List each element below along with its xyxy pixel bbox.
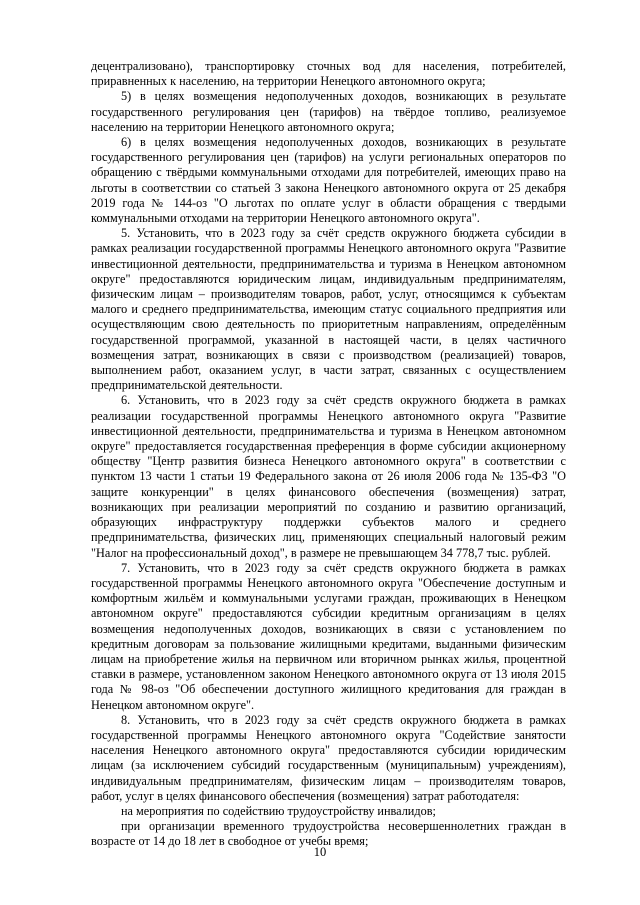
page-number: 10 [313,845,327,859]
paragraph-list-item: при организации временного трудоустройства несовершеннолетних граждан в возрасте от 14 до 18 лет в свободное от учебы время; [91,819,566,849]
paragraph-part-5: 5. Установить, что в 2023 году за счёт средств окружного бюджета субсидии в рамках реализации государственной программы Ненецкого автономного округа "Развитие инвестиционной деятельности, предпринимательства и туризма в Ненецком автономном округе" предоставляются юридическим лицам, индивидуальным предпринимателям, физическим лицам – производителям товаров, работ, услуг, относящимся к субъектам малого и среднего предпринимательства, имеющим статус социального предприятия или осуществляющим свою деятельность по приоритетным направлениям, определённым государственной программой, указанной в настоящей части, в целях частичного возмещения затрат, возникающих в связи с производством (реализацией) товаров, выполнением работ, оказанием услуг, в части затрат, связанных с осуществлением предпринимательской деятельности. [91,226,566,393]
paragraph-continuation: децентрализовано), транспортировку сточных вод для населения, потребителей, приравненных к населению, на территории Ненецкого автономного округа; [91,59,566,89]
paragraph-part-8: 8. Установить, что в 2023 году за счёт средств окружного бюджета в рамках государственной программы Ненецкого автономного округа "Содействие занятости населения Ненецкого автономного округа" предоставляются субсидии юридическим лицам (за исключением субсидий государственным (муниципальным) учреждениям), индивидуальным предпринимателям, физическим лицам – производителям товаров, работ, услуг в целях финансового обеспечения (возмещения) затрат работодателя: [91,712,566,803]
paragraph-part-7: 7. Установить, что в 2023 году за счёт средств окружного бюджета в рамках государственной программы Ненецкого автономного округа "Обеспечение доступным и комфортным жильём и коммунальными услугами граждан, проживающих в Ненецком автономном округе" предоставляются субсидии кредитным организациям в целях возмещения недополученных доходов, возникающих в связи с установлением по кредитным договорам за пользование жилищными кредитами, выданными физическим лицам на приобретение жилья на первичном или вторичном рынках жилья, процентной ставки в размере, установленном законом Ненецкого автономного округа от 13 июля 2015 года № 98-оз "Об обеспечении доступного жилищного кредитования для граждан в Ненецком автономном округе". [91,560,566,712]
paragraph-item-5: 5) в целях возмещения недополученных доходов, возникающих в результате государственного регулирования цен (тарифов) на твёрдое топливо, реализуемое населению на территории Ненецкого автономного округа; [91,89,566,134]
paragraph-item-6: 6) в целях возмещения недополученных доходов, возникающих в результате государственного регулирования цен (тарифов) на услуги региональных операторов по обращению с твёрдыми коммунальными отходами для потребителей, имеющих право на льготы в соответствии со статьей 3 закона Ненецкого автономного округа от 25 декабря 2019 года № 144-оз "О льготах по оплате услуг в области обращения с твердыми коммунальными отходами на территории Ненецкого автономного округа". [91,135,566,226]
paragraph-list-item: на мероприятия по содействию трудоустройству инвалидов; [121,803,436,818]
paragraph-part-6: 6. Установить, что в 2023 году за счёт средств окружного бюджета в рамках реализации государственной программы Ненецкого автономного округа "Развитие инвестиционной деятельности, предпринимательства и туризма в Ненецком автономном округе" предоставляется государственная преференция в форме субсидии акционерному обществу "Центр развития бизнеса Ненецкого автономного округа" в соответствии с пунктом 13 части 1 статьи 19 Федерального закона от 26 июля 2006 года № 135-ФЗ "О защите конкуренции" в целях финансового обеспечения (возмещения) затрат, возникающих при реализации мероприятий по созданию и развитию организаций, образующих инфраструктуру поддержки субъектов малого и среднего предпринимательства, физических лиц, применяющих специальный налоговый режим "Налог на профессиональный доход", в размере не превышающем 34 778,7 тыс. рублей. [91,393,566,560]
